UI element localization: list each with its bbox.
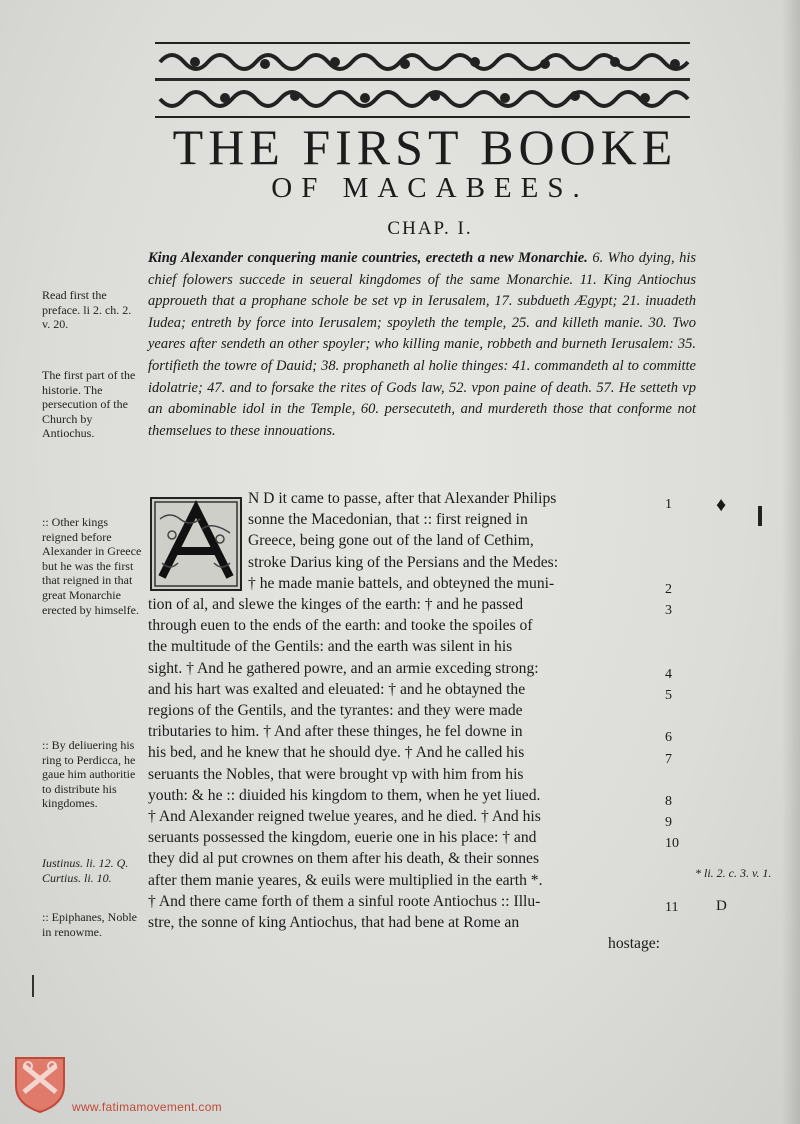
text-line: stre, the sonne of king Antiochus, that had bene at Rome an: [148, 914, 520, 932]
text-line: Greece, being gone out of the land of Cethim,: [248, 532, 534, 550]
page-edge-shadow: [782, 0, 800, 1124]
text-line-catchword: hostage:: [608, 935, 660, 953]
margin-note-epiphanes: :: Epiphanes, Noble in renowme.: [42, 910, 137, 939]
ornamental-header-band: [155, 42, 690, 118]
ink-stroke-icon: [758, 506, 762, 526]
text-line: regions of the Gentils, and the tyrantes: and they were made: [148, 702, 523, 720]
summary-first-sentence: King Alexander conquering manie countries, erecteth a new Monarchie.: [148, 250, 588, 266]
text-line: seruants the Nobles, that were brought vp with him from his: [148, 765, 524, 783]
scripture-text: [148, 488, 660, 954]
margin-note-first-part: The first part of the historie. The persecution of the Church by Antiochus.: [42, 368, 136, 441]
verse-number: 5: [665, 688, 672, 703]
text-line: after them manie yeares, & euils were multiplied in the earth *.: [148, 871, 543, 889]
verse-number: 1: [665, 497, 672, 512]
verse-number: 3: [665, 603, 672, 618]
chapter-heading: CHAP. I.: [387, 218, 473, 239]
text-line: † he made manie battels, and obteyned the muni-: [248, 574, 555, 592]
text-line: N D it came to passe, after that Alexander Philips: [248, 490, 557, 507]
text-line: youth: & he :: diuided his kingdom to them, when he yet liued.: [148, 786, 541, 804]
text-line: and his hart was exalted and eleuated: † and he obtayned the: [148, 680, 526, 698]
text-line: sight. † And he gathered powre, and an armie exceding strong:: [148, 659, 539, 677]
text-line: sonne the Macedonian, that :: first reigned in: [248, 511, 528, 529]
text-line: his bed, and he knew that he should dye. † And he called his: [148, 744, 525, 762]
right-margin-letter: D: [716, 898, 727, 914]
book-subtitle: OF MACABEES.: [271, 172, 589, 204]
text-line: they did al put crownes on them after his death, & their sonnes: [148, 850, 540, 868]
text-line: seruants possessed the kingdom, euerie one in his place: † and: [148, 829, 537, 847]
margin-rule: [32, 975, 34, 997]
verse-number: 6: [665, 730, 672, 745]
verse-number: 11: [665, 900, 679, 915]
footer-website-link[interactable]: www.fatimamovement.com: [72, 1100, 222, 1114]
verse-number: 2: [665, 582, 672, 597]
verse-number: 9: [665, 815, 672, 830]
fatima-movement-shield-icon: [12, 1052, 68, 1114]
verse-number: 4: [665, 667, 672, 682]
verse-number: 7: [665, 752, 672, 767]
text-line: tion of al, and slewe the kinges of the earth: † and he passed: [148, 596, 524, 614]
right-margin-reference: * li. 2. c. 3. v. 1.: [695, 866, 772, 880]
text-line: through euen to the ends of the earth: and tooke the spoiles of: [148, 617, 533, 635]
margin-note-other-kings: :: Other kings reigned before Alexander in Greece but he was the first that reigned in that great Monarchie erected by himselfe.: [42, 515, 142, 617]
text-line: stroke Darius king of the Persians and the Medes:: [248, 553, 559, 571]
margin-note-preface: Read first the preface. li 2. ch. 2. v. 20.: [42, 288, 132, 332]
text-line: † And Alexander reigned twelue yeares, and he died. † And his: [148, 808, 541, 826]
margin-note-ring: :: By deliuering his ring to Perdicca, he gaue him authoritie to distribute his kingdomes.: [42, 738, 136, 811]
chapter-summary: [148, 248, 696, 442]
margin-note-sources: Iustinus. li. 12. Q. Curtius. li. 10.: [42, 856, 129, 885]
text-line: tributaries to him. † And after these thinges, he fel downe in: [148, 723, 523, 741]
ink-mark-icon: ♦: [716, 494, 727, 516]
book-title: THE FIRST BOOKE: [172, 119, 678, 175]
verse-number: 10: [665, 836, 679, 851]
summary-rest: 6. Who dying, his chief folowers succede in seueral kingdomes of the same Monarchie. 11. King Antiochus approueth that a prophane schole be set vp in Ierusalem, 17. subdueth Ægypt; 21. inuadeth Iudea; entreth by force into Ierusalem; spoyleth the temple, 25. and killeth manie. 30. Two yeares after sendeth an other spoyler; who killing manie, robbeth and burneth Ierusalem: 35. fortifieth the towre of Dauid; 38. prophaneth al holie thinges: 41. commandeth al to committe idolatrie; 47. and to forsake the rites of Gods law, 52. vpon paine of death. 57. He setteth vp an abominable idol in the Temple, 60. persecuteth, and murdereth those that conforme not themselues to these innouations.: [148, 250, 696, 439]
text-line: the multitude of the Gentils: and the earth was silent in his: [148, 638, 513, 656]
text-line: † And there came forth of them a sinful roote Antiochus :: Illu-: [148, 892, 541, 910]
verse-number: 8: [665, 794, 672, 809]
ornament-pattern: [155, 44, 690, 116]
